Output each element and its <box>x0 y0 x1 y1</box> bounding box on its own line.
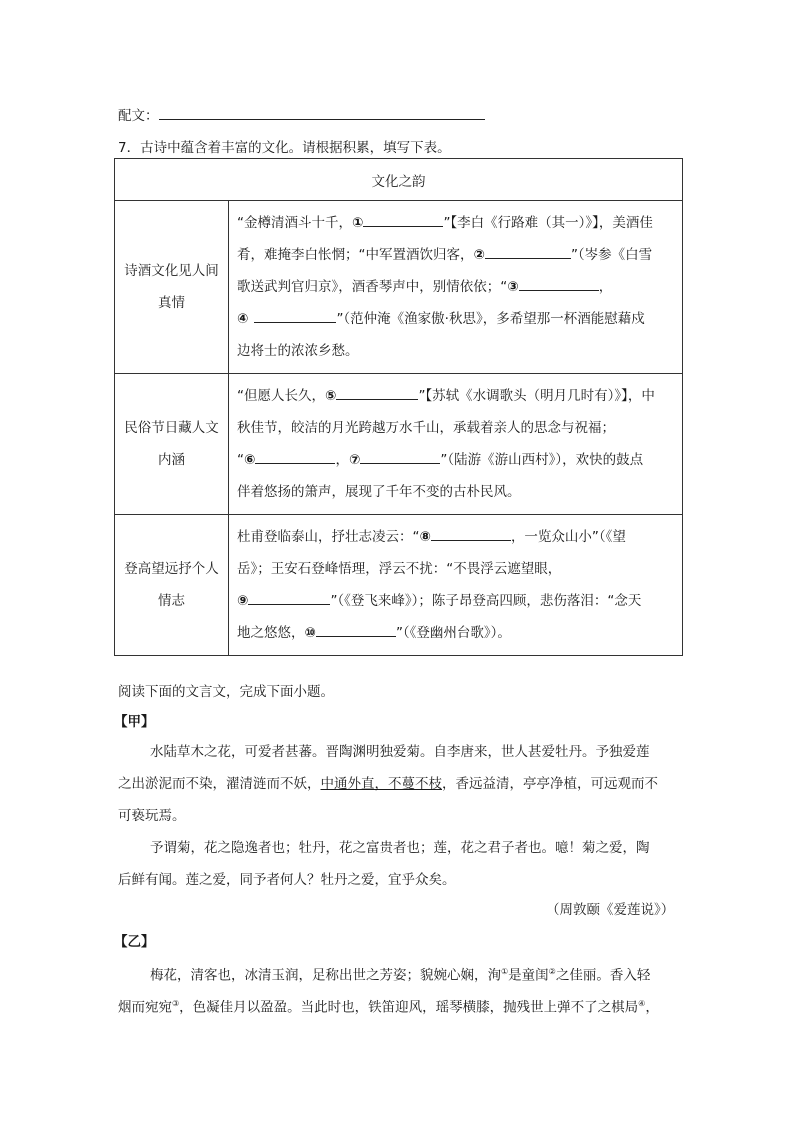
row-label-ascend: 登高望远抒个人 情志 <box>115 515 229 656</box>
table-header: 文化之韵 <box>115 159 683 201</box>
jia-p2-line1: 予谓菊，花之隐逸者也；牡丹，花之富贵者也；莲，花之君子者也。噫！菊之爱，陶 <box>150 840 650 856</box>
blank-8[interactable] <box>431 527 511 541</box>
peiwen-row <box>118 104 485 124</box>
jia-p1-line3: 可亵玩焉。 <box>118 808 186 824</box>
jia-p1-line1: 水陆草木之花，可爱者甚蕃。晋陶渊明独爱菊。自李唐来，世人甚爱牡丹。予独爱莲 <box>150 744 650 760</box>
yi-line2: 烟而宛宛③，色凝佳月以盈盈。当此时也，铁笛迎风，瑶琴横膝，抛残世上弹不了之棋局④， <box>118 999 659 1016</box>
blank-4[interactable] <box>254 309 336 323</box>
blank-3[interactable] <box>519 277 599 291</box>
blank-2[interactable] <box>485 245 571 259</box>
blank-1[interactable] <box>363 213 443 227</box>
row-label-festival: 民俗节日藏人文 内涵 <box>115 374 229 515</box>
blank-10[interactable] <box>316 623 396 637</box>
yi-line1: 梅花，清客也，冰清玉润，足称出世之芳姿；貌婉心娴，洵①是童闺②之佳丽。香入轻 <box>150 967 651 984</box>
reading-instruction: 阅读下面的文言文，完成下面小题。 <box>118 684 334 700</box>
passage-yi-tag: 【乙】 <box>114 934 155 950</box>
blank-6[interactable] <box>255 450 335 464</box>
jia-source: （周敦颐《爱莲说》） <box>546 902 675 918</box>
culture-table <box>114 158 683 656</box>
blank-7[interactable] <box>360 450 440 464</box>
row-label-poetry-wine: 诗酒文化见人间 真情 <box>115 201 229 374</box>
blank-5[interactable] <box>336 386 418 400</box>
row-content-poetry-wine: “金樽清酒斗十千，① ”【李白《行路难（其一）》】，美酒佳 肴，难掩李白怅惘；“中军置酒饮归客，② ”（岑参《白雪 歌送武判官归京》，酒香琴声中，别情依依；“③ ， ④ ”（范仲淹《渔家傲·秋思》，多希望那一杯酒能慰藉戍 边将士的浓浓乡愁。 <box>229 201 683 374</box>
peiwen-label: 配文： <box>118 108 159 124</box>
row-content-ascend: 杜甫登临泰山，抒壮志凌云：“⑧ ，一览众山小”（《望 岳》；王安石登峰悟理，浮云不扰：“不畏浮云遮望眼， ⑨ ”（《登飞来峰》）；陈子昂登高四顾，悲伤落泪：“念天 地之悠悠，⑩ ”（《登幽州台歌》）。 <box>229 515 683 656</box>
row-content-festival: “但愿人长久，⑤ ”【苏轼《水调歌头（明月几时有）》】，中 秋佳节，皎洁的月光跨越万水千山，承载着亲人的思念与祝福； “⑥ ，⑦ ”（陆游《游山西村》），欢快的鼓点 伴着悠扬的箫声，展现了千年不变的古朴民风。 <box>229 374 683 515</box>
blank-9[interactable] <box>248 591 330 605</box>
jia-p1-line2: 之出淤泥而不染，濯清涟而不妖，中通外直，不蔓不枝，香远益清，亭亭净植，可远观而不 <box>118 776 658 792</box>
passage-jia-tag: 【甲】 <box>114 714 155 730</box>
jia-p2-line2: 后鲜有闻。莲之爱，同予者何人？牡丹之爱，宜乎众矣。 <box>118 872 456 888</box>
jia-underlined-phrase: 中通外直，不蔓不枝 <box>320 776 442 792</box>
question-7-prompt: 7．古诗中蕴含着丰富的文化。请根据积累，填写下表。 <box>118 140 451 156</box>
peiwen-answer-blank[interactable] <box>159 105 485 120</box>
